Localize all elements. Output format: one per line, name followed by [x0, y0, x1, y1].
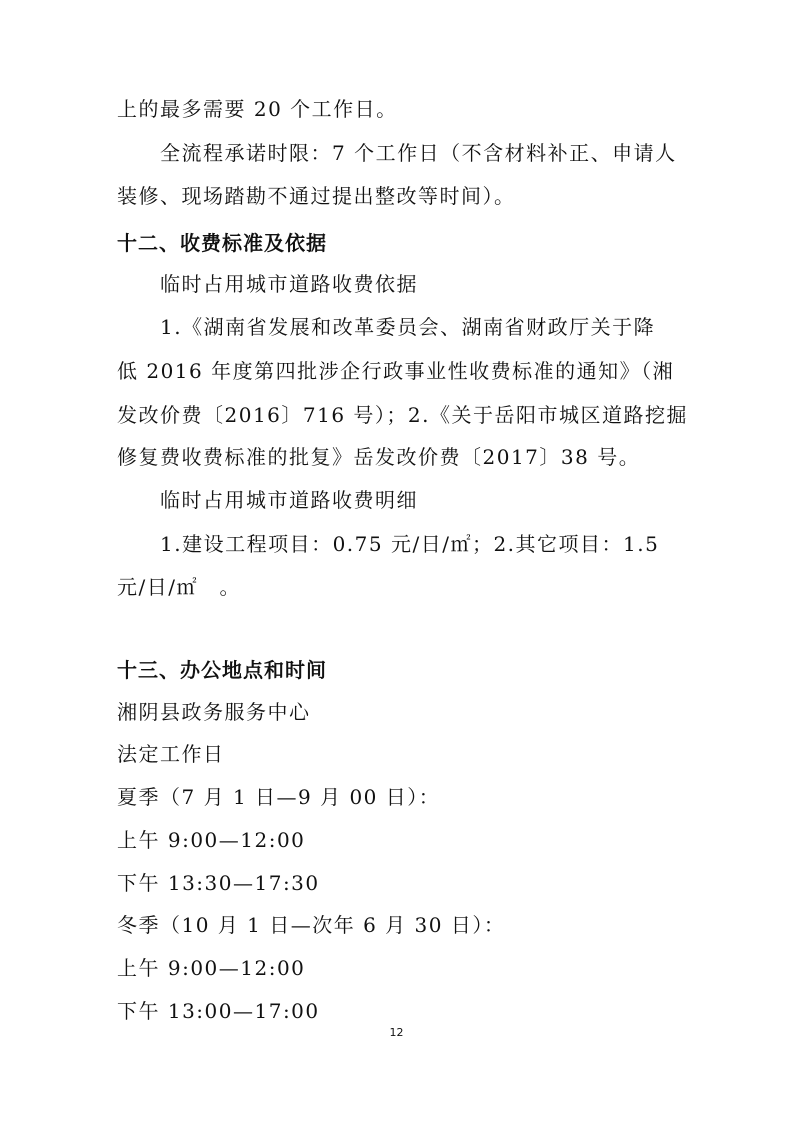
paragraph-line: 1.《湖南省发展和改革委员会、湖南省财政厅关于降 — [160, 315, 656, 339]
paragraph-line: 法定工作日 — [117, 742, 225, 766]
paragraph-line: 修复费收费标准的批复》岳发改价费〔2017〕38 号。 — [117, 445, 641, 469]
paragraph-line: 1.建设工程项目：0.75 元/日/㎡；2.其它项目：1.5 — [160, 532, 660, 556]
paragraph-line: 全流程承诺时限：7 个工作日（不含材料补正、申请人 — [160, 141, 677, 165]
section-heading-office: 十三、办公地点和时间 — [117, 658, 327, 682]
winter-hours-label: 冬季（10 月 1 日—次年 6 月 30 日）： — [117, 913, 506, 937]
winter-morning-hours: 上午 9:00—12:00 — [117, 956, 306, 980]
summer-hours-label: 夏季（7 月 1 日—9 月 00 日）： — [117, 785, 441, 809]
page-number: 12 — [389, 1026, 404, 1039]
paragraph-line: 低 2016 年度第四批涉企行政事业性收费标准的通知》（湘 — [117, 359, 675, 383]
paragraph-line: 发改价费〔2016〕716 号）；2.《关于岳阳市城区道路挖掘 — [117, 403, 689, 427]
paragraph-line: 上的最多需要 20 个工作日。 — [117, 97, 398, 121]
summer-morning-hours: 上午 9:00—12:00 — [117, 828, 306, 852]
winter-afternoon-hours: 下午 13:00—17:00 — [117, 999, 320, 1023]
summer-afternoon-hours: 下午 13:30—17:30 — [117, 871, 320, 895]
paragraph-line: 装修、现场踏勘不通过提出整改等时间）。 — [117, 184, 516, 208]
subheading-fee-basis: 临时占用城市道路收费依据 — [160, 272, 418, 296]
paragraph-line: 元/日/㎡ 。 — [117, 575, 241, 599]
office-location: 湘阴县政务服务中心 — [117, 700, 311, 724]
section-heading-fees: 十二、收费标准及依据 — [117, 231, 327, 255]
subheading-fee-details: 临时占用城市道路收费明细 — [160, 488, 418, 512]
